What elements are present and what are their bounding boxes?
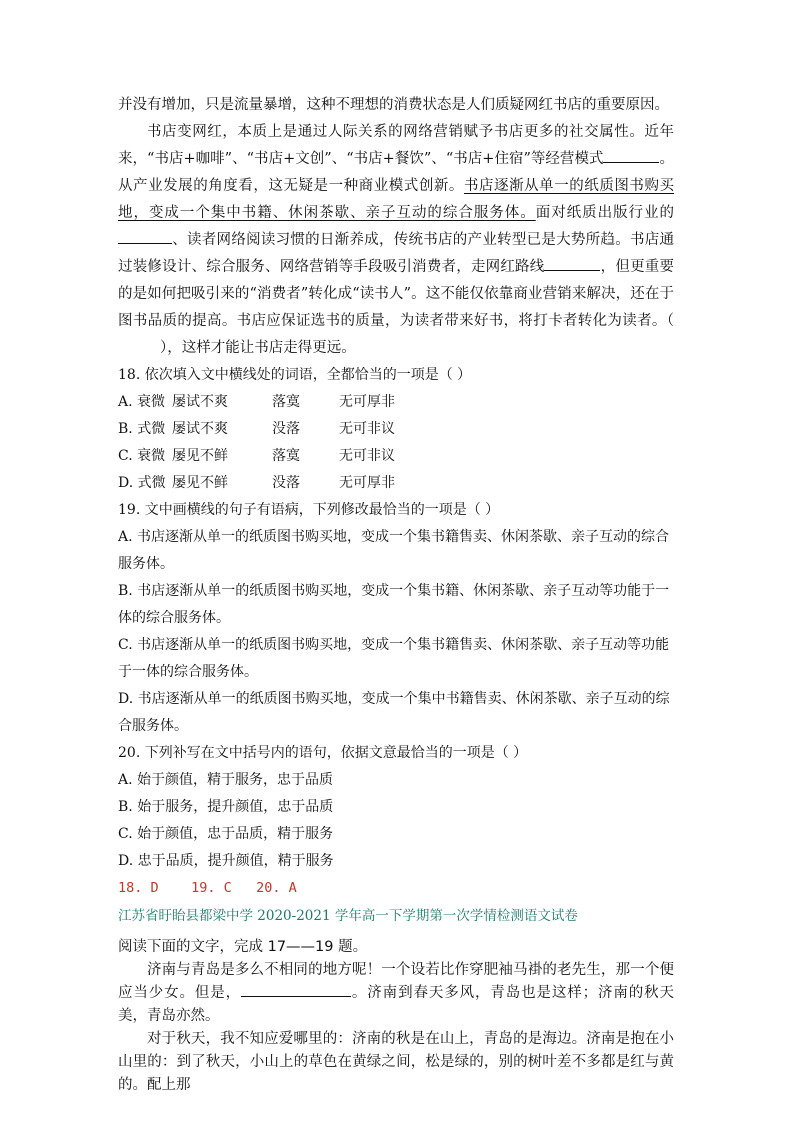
- option-cell: 落寞: [272, 394, 300, 410]
- option-cell: B. 式微: [118, 421, 166, 437]
- option-cell: 无可厚非: [339, 394, 395, 410]
- option-cell: D. 式微: [118, 475, 166, 491]
- passage-paragraph: [118, 119, 674, 362]
- reading-text: 济南与青岛是多么不相同的地方呢！一个设若比作穿肥袖马褂的老先生，那一个便应当少女。但是，: [118, 962, 674, 1001]
- question-20-option-d: D. 忠于品质，提升颜值，精于服务: [118, 853, 334, 869]
- option-cell: 落寞: [272, 448, 300, 464]
- passage-text: 、读者网络阅读习惯的日渐养成，传统书店的产业转型已是大势所趋。书店通过装修设计、综合服务、网络营销等手段吸引消费者，走网红路线: [118, 232, 674, 275]
- option-cell: 屡试不爽: [172, 394, 228, 410]
- question-20-option-a: A. 始于颜值，精于服务，忠于品质: [118, 772, 334, 788]
- fill-blank-reading: [241, 982, 351, 997]
- option-cell: 屡见不鲜: [172, 448, 228, 464]
- passage-text: 。从产业发展的角度看，这无疑是一种商业模式创新。: [118, 151, 674, 194]
- question-19-option-d: D. 书店逐渐从单一的纸质图书购买地，变成一个集中书籍售卖、休闲茶歇、亲子互动的综合服务体。: [118, 691, 670, 734]
- question-18-option-d: [118, 470, 674, 497]
- question-19-stem: 19. 文中画横线的句子有语病，下列修改最恰当的一项是（ ）: [118, 502, 500, 518]
- option-cell: 没落: [272, 475, 300, 491]
- fill-blank-2: [118, 229, 172, 244]
- passage-continuation: 并没有增加，只是流量暴增，这种不理想的消费状态是人们质疑网红书店的重要原因。: [118, 97, 669, 113]
- reading-text: 。济南到春天多风，青岛也是这样；济南的秋天美，青岛亦然。: [118, 985, 675, 1024]
- underlined-sentence: 书店逐渐从单一的纸质图书购买地，变成一个集中书籍、休闲茶歇、亲子互动的综合服务体。: [118, 178, 675, 221]
- option-cell: 无可非议: [339, 421, 395, 437]
- reading-instruction: 阅读下面的文字，完成 17——19 题。: [118, 939, 368, 955]
- question-19-option-b: B. 书店逐渐从单一的纸质图书购买地，变成一个集书籍、休闲茶歇、亲子互动等功能于一体的综合服务体。: [118, 583, 670, 626]
- question-18-option-a: [118, 389, 674, 416]
- option-cell: 屡试不爽: [172, 421, 228, 437]
- source-title: 江苏省盱眙县都梁中学 2020-2021 学年高一下学期第一次学情检测语文试卷: [118, 908, 578, 924]
- question-20-option-c: C. 始于颜值，忠于品质，精于服务: [118, 826, 334, 842]
- question-18-option-c: [118, 443, 674, 470]
- reading-paragraph: 对于秋天，我不知应爱哪里的：济南的秋是在山上，青岛的是海边。济南是抱在小山里的：到了秋天，小山上的草色在黄绿之间，松是绿的，别的树叶差不多都是红与黄的。配上那: [118, 1031, 674, 1093]
- passage-text: ，但更重要的是如何把吸引来的“消费者”转化成“读书人”。这不能仅依靠商业营销来解决，还在于图书品质的提高。书店应保证选书的质量，为读者带来好书，将打卡者转化为读者。（: [118, 259, 674, 329]
- option-cell: 无可非议: [339, 448, 395, 464]
- question-20-option-b: B. 始于服务，提升颜值，忠于品质: [118, 799, 334, 815]
- option-cell: A. 衰微: [118, 394, 166, 410]
- answer-key: 18. D 19. C 20. A: [118, 880, 297, 896]
- reading-paragraph: [118, 959, 674, 1028]
- fill-blank-3: [544, 256, 600, 271]
- passage-text: ），这样才能让书店走得更远。: [160, 340, 356, 356]
- fill-blank-1: [603, 148, 659, 163]
- passage-text: 面对纸质出版行业的: [535, 205, 675, 221]
- document-page: [118, 92, 674, 1097]
- question-19-option-c: C. 书店逐渐从单一的纸质图书购买地，变成一个集书籍售卖、休闲茶歇、亲子互动等功能于一体的综合服务体。: [118, 637, 670, 680]
- option-cell: 屡见不鲜: [172, 475, 228, 491]
- option-cell: C. 衰微: [118, 448, 166, 464]
- question-18-stem: 18. 依次填入文中横线处的词语，全都恰当的一项是（ ）: [118, 367, 472, 383]
- reading-section: [118, 936, 674, 1097]
- question-20-stem: 20. 下列补写在文中括号内的语句，依据文意最恰当的一项是（ ）: [118, 745, 528, 761]
- passage-text: 书店变网红，本质上是通过人际关系的网络营销赋予书店更多的社交属性。近年来，“书店+咖啡”、“书店+文创”、“书店+餐饮”、“书店+住宿”等经营模式: [118, 124, 674, 167]
- question-18-option-b: [118, 416, 674, 443]
- question-19-option-a: A. 书店逐渐从单一的纸质图书购买地，变成一个集书籍售卖、休闲茶歇、亲子互动的综合服务体。: [118, 529, 670, 572]
- option-cell: 没落: [272, 421, 300, 437]
- option-cell: 无可厚非: [339, 475, 395, 491]
